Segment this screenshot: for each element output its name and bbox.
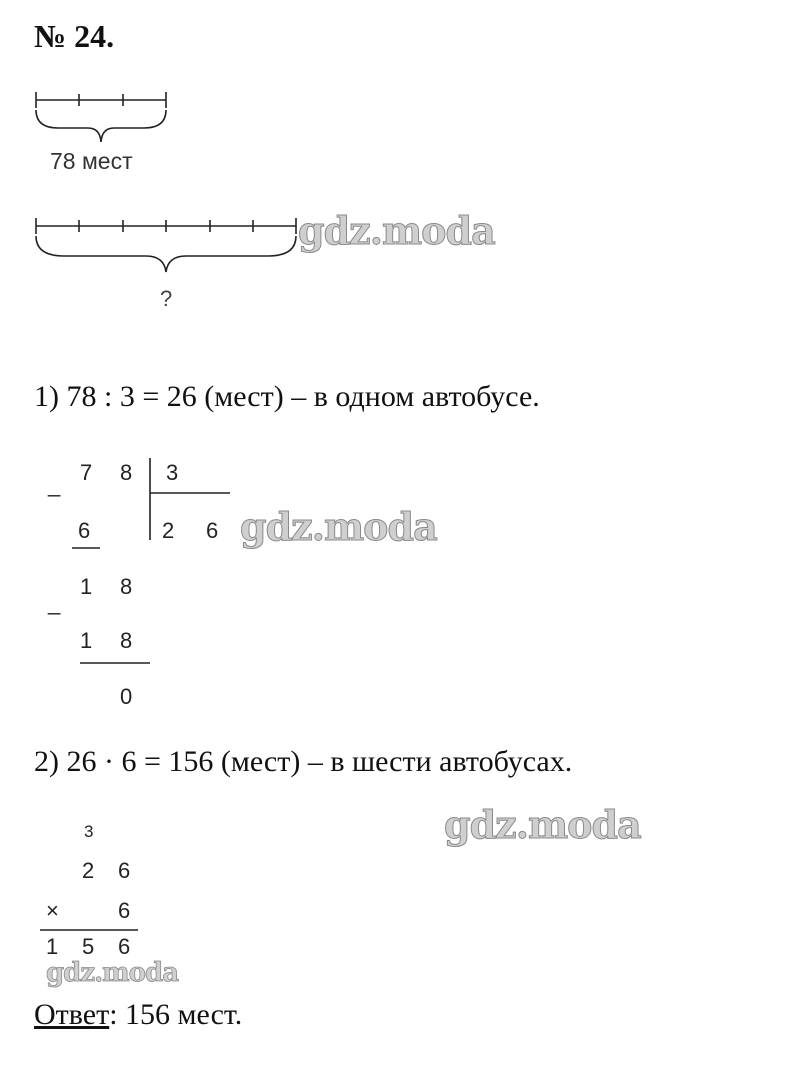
dividend-digit: 8 [120, 460, 133, 485]
minus-sign: _ [48, 472, 61, 497]
product-digit: 1 [46, 934, 59, 959]
carry-digit: 3 [84, 822, 94, 841]
quotient-digit: 2 [162, 518, 175, 543]
multiplier-digit: 6 [118, 898, 131, 923]
subtrahend-digit: 8 [120, 628, 133, 653]
product-digit: 5 [82, 934, 95, 959]
dividend-digit: 7 [80, 460, 93, 485]
watermark: gdz.moda [240, 504, 437, 549]
multiply-sign: × [46, 898, 59, 923]
problem-number: № 24. [34, 18, 115, 54]
multiplicand-digit: 2 [82, 858, 95, 883]
multiplicand-digit: 6 [118, 858, 131, 883]
divisor: 3 [166, 460, 179, 485]
minus-sign: _ [48, 590, 61, 615]
watermark: gdz.moda [444, 802, 641, 847]
watermark: gdz.moda [298, 208, 495, 253]
answer-text: : 156 мест. [109, 998, 243, 1031]
top-segment-label: 78 мест [50, 148, 133, 174]
solution-step-2: 2) 26 · 6 = 156 (мест) – в шести автобусах. [34, 745, 573, 778]
product-digit: 6 [118, 934, 131, 959]
remainder-digit: 8 [120, 574, 133, 599]
bottom-segment-label: ? [160, 286, 173, 311]
subtrahend-digit: 1 [80, 628, 93, 653]
answer-label: Ответ [34, 998, 110, 1031]
division-result: 0 [120, 684, 133, 709]
solution-step-1: 1) 78 : 3 = 26 (мест) – в одном автобусе. [34, 380, 540, 413]
quotient-digit: 6 [206, 518, 219, 543]
watermark: gdz.moda [46, 958, 179, 988]
subtrahend: 6 [78, 518, 91, 543]
remainder-digit: 1 [80, 574, 93, 599]
answer [34, 998, 242, 1032]
